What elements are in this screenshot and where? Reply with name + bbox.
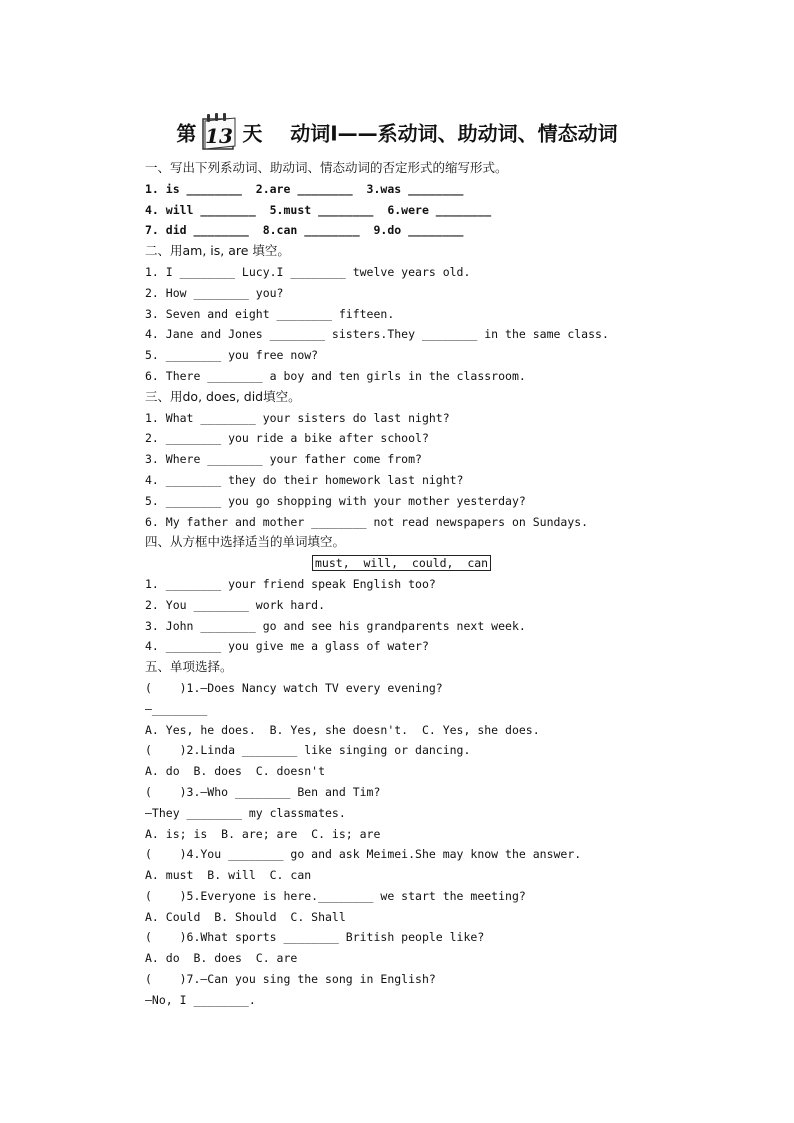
title-prefix: 第 <box>176 121 197 146</box>
question-line: 2. ________ you ride a bike after school? <box>145 431 429 446</box>
section-heading: 一、写出下列系动词、助动词、情态动词的否定形式的缩写形式。 <box>145 160 508 175</box>
question-line: A. do B. does C. are <box>145 951 298 966</box>
question-line: 3. Seven and eight ________ fifteen. <box>145 306 395 321</box>
question-line: ( )1.—Does Nancy watch TV every evening? <box>145 680 443 695</box>
question-line: ( )4.You ________ go and ask Meimei.She may know the answer. <box>145 847 582 862</box>
calendar-icon <box>200 112 238 152</box>
question-line: —They ________ my classmates. <box>145 805 346 820</box>
question-line: 1. ________ your friend speak English too? <box>145 576 436 591</box>
question-line: —________ <box>145 701 208 716</box>
question-line: 4. Jane and Jones ________ sisters.They ________ in the same class. <box>145 327 609 342</box>
question-line: 2. How ________ you? <box>145 285 284 300</box>
question-line: 6. My father and mother ________ not read newspapers on Sundays. <box>145 514 589 529</box>
question-line: 6. There ________ a boy and ten girls in the classroom. <box>145 368 526 383</box>
question-line: ( )2.Linda ________ like singing or dancing. <box>145 743 471 758</box>
question-line: A. must B. will C. can <box>145 868 312 883</box>
question-line: ( )6.What sports ________ British people like? <box>145 930 485 945</box>
question-line: 3. John ________ go and see his grandparents next week. <box>145 618 526 633</box>
question-line: 5. ________ you go shopping with your mother yesterday? <box>145 493 526 508</box>
calendar-day: 13 <box>205 124 234 148</box>
worksheet-body <box>145 158 665 1011</box>
question-line: 1. What ________ your sisters do last night? <box>145 410 450 425</box>
question-line: 2. You ________ work hard. <box>145 597 326 612</box>
question-line: 7. did ________ 8.can ________ 9.do ________ <box>145 223 464 238</box>
title-suffix: 天 <box>242 121 263 146</box>
question-line: 1. I ________ Lucy.I ________ twelve years old. <box>145 264 471 279</box>
question-line: 3. Where ________ your father come from? <box>145 452 422 467</box>
section-heading: 四、从方框中选择适当的单词填空。 <box>145 534 346 550</box>
word-choice-box: must, will, could, can <box>312 555 491 571</box>
question-line: 5. ________ you free now? <box>145 348 319 363</box>
section-heading: 二、用am, is, are 填空。 <box>145 243 290 259</box>
question-line: 4. will ________ 5.must ________ 6.were ________ <box>145 202 492 217</box>
question-line: ( )7.—Can you sing the song in English? <box>145 972 436 987</box>
question-line: A. do B. does C. doesn't <box>145 764 326 779</box>
section-heading: 五、单项选择。 <box>145 659 233 675</box>
question-line: 4. ________ you give me a glass of water? <box>145 639 429 654</box>
section-heading: 三、用do, does, did填空。 <box>145 388 301 404</box>
question-line: ( )5.Everyone is here.________ we start the meeting? <box>145 888 526 903</box>
question-line: A. is; is B. are; are C. is; are <box>145 826 381 841</box>
word-box-line <box>145 553 665 574</box>
title-topic: 动词Ⅰ——系动词、助动词、情态动词 <box>290 121 618 146</box>
question-line: 1. is ________ 2.are ________ 3.was ________ <box>145 181 464 196</box>
question-line: ( )3.—Who ________ Ben and Tim? <box>145 784 381 799</box>
question-line: 4. ________ they do their homework last night? <box>145 472 464 487</box>
question-line: A. Could B. Should C. Shall <box>145 909 346 924</box>
question-line: —No, I ________. <box>145 992 256 1007</box>
question-line: A. Yes, he does. B. Yes, she doesn't. C. Yes, she does. <box>145 722 540 737</box>
page-title <box>0 112 794 152</box>
